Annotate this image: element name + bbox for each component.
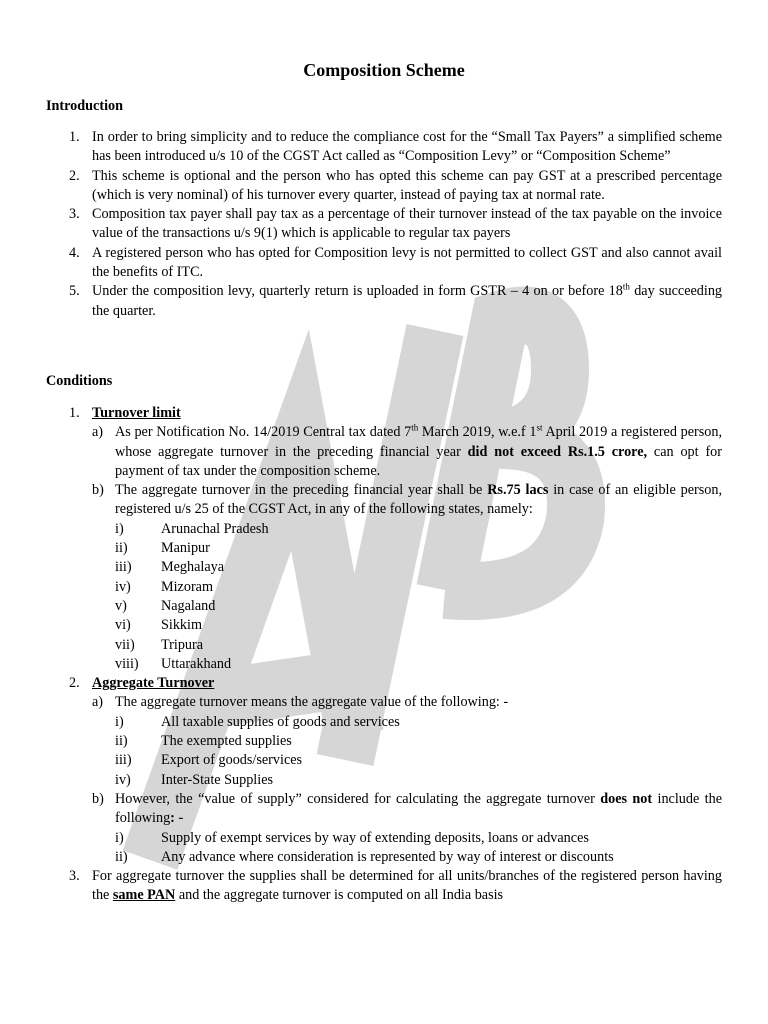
list-item: 1. In order to bring simplicity and to reduce the compliance cost for the “Small Tax Payers” a simplified scheme has been introduced u/s 10 of the CGST Act called as “Composition Levy” or “Composition Scheme” <box>69 129 722 165</box>
page-title: Composition Scheme <box>303 60 465 80</box>
state-item: vii) Tripura <box>115 636 204 653</box>
state-item: iv) Mizoram <box>115 578 214 595</box>
sub-item: b) However, the “value of supply” considered for calculating the aggregate turnover does not include the following: - <box>92 790 722 827</box>
roman-item: ii) Any advance where consideration is represented by way of interest or discounts <box>115 848 614 865</box>
conditions-heading: Conditions <box>46 373 113 389</box>
sub-item: a) As per Notification No. 14/2019 Central tax dated 7th March 2019, w.e.f 1st April 2019 a registered person, whose aggregate turnover in the preceding financial year did not exceed Rs.1.5 crore, can opt for payment of tax under the composition scheme. <box>92 422 723 479</box>
list-item: 5. Under the composition levy, quarterly return is uploaded in form GSTR – 4 on or before 18th day succeeding the quarter. <box>69 281 723 319</box>
state-item: i) Arunachal Pradesh <box>115 520 269 537</box>
list-item: 3. For aggregate turnover the supplies shall be determined for all units/branches of the registered person having the same PAN and the aggregate turnover is computed on all India basis <box>69 868 722 904</box>
roman-item: iii) Export of goods/services <box>115 752 303 769</box>
section-heading: Aggregate Turnover <box>92 675 215 692</box>
conditions-list <box>0 404 768 906</box>
section-heading: Turnover limit <box>92 405 181 421</box>
introduction-list <box>0 128 768 321</box>
list-item: 1. Turnover limit <box>69 405 181 421</box>
roman-item: iv) Inter-State Supplies <box>115 771 274 788</box>
state-item: viii) Uttarakhand <box>115 655 232 672</box>
state-item: ii) Manipur <box>115 540 210 557</box>
introduction-heading: Introduction <box>46 98 123 114</box>
roman-item: i) All taxable supplies of goods and services <box>115 713 400 730</box>
sub-item: b) The aggregate turnover in the preceding financial year shall be Rs.75 lacs in case of an eligible person, registered u/s 25 of the CGST Act, in any of the following states, namely: <box>92 482 723 518</box>
roman-item: i) Supply of exempt services by way of extending deposits, loans or advances <box>115 829 589 846</box>
list-item: 2. This scheme is optional and the person who has opted this scheme can pay GST at a prescribed percentage (which is very nominal) of his turnover every quarter, instead of paying tax at normal rate. <box>69 167 722 203</box>
state-item: v) Nagaland <box>115 597 216 614</box>
roman-item: ii) The exempted supplies <box>115 733 292 750</box>
list-item: 3. Composition tax payer shall pay tax as a percentage of their turnover instead of the tax payable on the invoice value of the transactions u/s 9(1) which is applicable to regular tax payers <box>69 206 722 242</box>
sub-item: a) The aggregate turnover means the aggregate value of the following: - <box>92 694 509 711</box>
list-item: 4. A registered person who has opted for Composition levy is not permitted to collect GST and also cannot avail the benefits of ITC. <box>69 244 722 281</box>
state-item: vi) Sikkim <box>115 617 202 634</box>
state-item: iii) Meghalaya <box>115 559 225 576</box>
list-item: 2. Aggregate Turnover <box>69 675 215 692</box>
